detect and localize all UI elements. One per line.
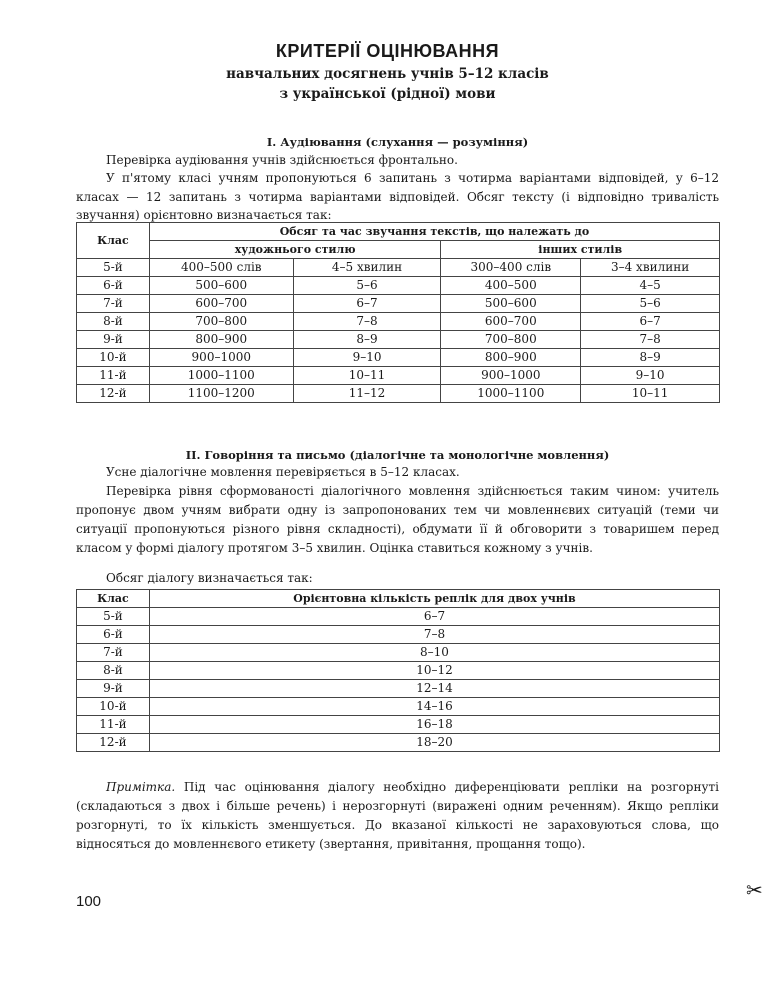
section-2-paragraph-2: Перевірка рівня сформованості діалогічного мовлення здійснюється таким чином: учитель пропонує двом учням вибрати одну із запропонованих тем чи мовленнєвих ситуацій (теми чи ситуації пропонуються різного рівня складності), обдумати її й обговорити з товаришем перед класом у формі діалогу протягом 3–5 хвилин. Оцінка ставиться кожному з учнів. — [76, 484, 719, 555]
cell-artistic-minutes: 7–8 — [293, 313, 441, 331]
cell-class: 11-й — [77, 367, 150, 385]
cell-replicas: 12–14 — [149, 680, 719, 698]
table-1-body — [77, 259, 720, 403]
cell-artistic-minutes: 8–9 — [293, 331, 441, 349]
cell-other-words: 1000–1100 — [441, 385, 581, 403]
table-row — [77, 716, 720, 734]
cell-class: 5-й — [77, 259, 150, 277]
cell-artistic-minutes: 10–11 — [293, 367, 441, 385]
cell-replicas: 7–8 — [149, 626, 719, 644]
table-1-header-artistic: художнього стилю — [149, 241, 441, 259]
page-number: 100 — [76, 893, 102, 910]
cell-class: 6-й — [77, 626, 150, 644]
cell-artistic-minutes: 4–5 хвилин — [293, 259, 441, 277]
table-row — [77, 385, 720, 403]
scissors-icon: ✂ — [746, 878, 763, 902]
cell-other-minutes: 7–8 — [581, 331, 720, 349]
cell-class: 12-й — [77, 385, 150, 403]
dialogue-volume-table — [76, 589, 720, 752]
note-text: Під час оцінювання діалогу необхідно диференціювати репліки на розгорнуті (складаються з двох і більше речень) і нерозгорнуті (виражені одним реченням). Якщо репліки розгорнуті, то їх кількість зменшується. До вказаної кількості не зараховуються слова, що відносяться до мовленнєвого етикету (звертання, привітання, прощання тощо). — [76, 780, 719, 851]
cell-other-words: 400–500 — [441, 277, 581, 295]
cell-other-words: 600–700 — [441, 313, 581, 331]
cell-replicas: 16–18 — [149, 716, 719, 734]
cell-other-minutes: 10–11 — [581, 385, 720, 403]
note-label: Примітка. — [106, 780, 176, 794]
cell-replicas: 14–16 — [149, 698, 719, 716]
table-row — [77, 608, 720, 626]
cell-replicas: 10–12 — [149, 662, 719, 680]
cell-class: 10-й — [77, 349, 150, 367]
table-row — [77, 313, 720, 331]
cell-replicas: 6–7 — [149, 608, 719, 626]
section-2-paragraph-1: Усне діалогічне мовлення перевіряється в 5–12 класах. — [106, 465, 460, 479]
table-row — [77, 680, 720, 698]
table-2-header-class: Клас — [77, 590, 150, 608]
cell-class: 11-й — [77, 716, 150, 734]
cell-artistic-words: 500–600 — [149, 277, 293, 295]
cell-replicas: 18–20 — [149, 734, 719, 752]
cell-other-words: 300–400 слів — [441, 259, 581, 277]
cell-artistic-minutes: 5–6 — [293, 277, 441, 295]
cell-other-minutes: 3–4 хвилини — [581, 259, 720, 277]
table-2-body — [77, 608, 720, 752]
cell-other-minutes: 6–7 — [581, 313, 720, 331]
table-1-header-other: інших стилів — [441, 241, 720, 259]
table-row — [77, 331, 720, 349]
table-1-header-class: Клас — [77, 223, 150, 259]
table-row — [77, 626, 720, 644]
section-1-paragraph-2: У п'ятому класі учням пропонуються 6 запитань з чотирма варіантами відповідей, у 6–12 класах — 12 запитань з чотирма варіантами відповідей. Обсяг тексту (і відповідно тривалість звучання) орієнтовно визначається так: — [76, 171, 719, 222]
cell-artistic-minutes: 11–12 — [293, 385, 441, 403]
table-row — [77, 734, 720, 752]
cell-artistic-words: 800–900 — [149, 331, 293, 349]
cell-class: 9-й — [77, 331, 150, 349]
table-row — [77, 277, 720, 295]
table-row — [77, 259, 720, 277]
table-row — [77, 698, 720, 716]
cell-class: 7-й — [77, 644, 150, 662]
cell-other-minutes: 9–10 — [581, 367, 720, 385]
cell-artistic-minutes: 9–10 — [293, 349, 441, 367]
page-subtitle-1: навчальних досягнень учнів 5–12 класів — [226, 66, 549, 82]
table-row — [77, 662, 720, 680]
section-2-paragraph-3: Обсяг діалогу визначається так: — [106, 571, 313, 585]
cell-class: 8-й — [77, 662, 150, 680]
cell-other-minutes: 5–6 — [581, 295, 720, 313]
cell-class: 9-й — [77, 680, 150, 698]
section-2-heading: ІІ. Говоріння та письмо (діалогічне та монологічне мовлення) — [185, 448, 610, 462]
cell-class: 7-й — [77, 295, 150, 313]
cell-class: 6-й — [77, 277, 150, 295]
table-2-header-replicas: Орієнтовна кількість реплік для двох учнів — [149, 590, 719, 608]
cell-artistic-words: 1100–1200 — [149, 385, 293, 403]
cell-replicas: 8–10 — [149, 644, 719, 662]
note-paragraph — [76, 778, 719, 854]
cell-class: 5-й — [77, 608, 150, 626]
page-title: КРИТЕРІЇ ОЦІНЮВАННЯ — [275, 41, 500, 61]
page-subtitle-2: з української (рідної) мови — [279, 86, 496, 102]
cell-other-words: 500–600 — [441, 295, 581, 313]
cell-artistic-words: 400–500 слів — [149, 259, 293, 277]
cell-class: 8-й — [77, 313, 150, 331]
table-row — [77, 367, 720, 385]
cell-other-words: 900–1000 — [441, 367, 581, 385]
cell-other-minutes: 8–9 — [581, 349, 720, 367]
section-1-paragraph-1: Перевірка аудіювання учнів здійснюється фронтально. — [106, 153, 458, 167]
listening-volume-table — [76, 222, 720, 403]
section-1-heading: І. Аудіювання (слухання — розуміння) — [266, 135, 529, 149]
table-row — [77, 295, 720, 313]
cell-other-words: 800–900 — [441, 349, 581, 367]
cell-other-minutes: 4–5 — [581, 277, 720, 295]
cell-artistic-minutes: 6–7 — [293, 295, 441, 313]
cell-class: 12-й — [77, 734, 150, 752]
table-row — [77, 349, 720, 367]
table-row — [77, 644, 720, 662]
cell-artistic-words: 600–700 — [149, 295, 293, 313]
cell-artistic-words: 900–1000 — [149, 349, 293, 367]
cell-artistic-words: 700–800 — [149, 313, 293, 331]
table-1-header-group: Обсяг та час звучання текстів, що належать до — [149, 223, 719, 241]
cell-artistic-words: 1000–1100 — [149, 367, 293, 385]
cell-other-words: 700–800 — [441, 331, 581, 349]
cell-class: 10-й — [77, 698, 150, 716]
